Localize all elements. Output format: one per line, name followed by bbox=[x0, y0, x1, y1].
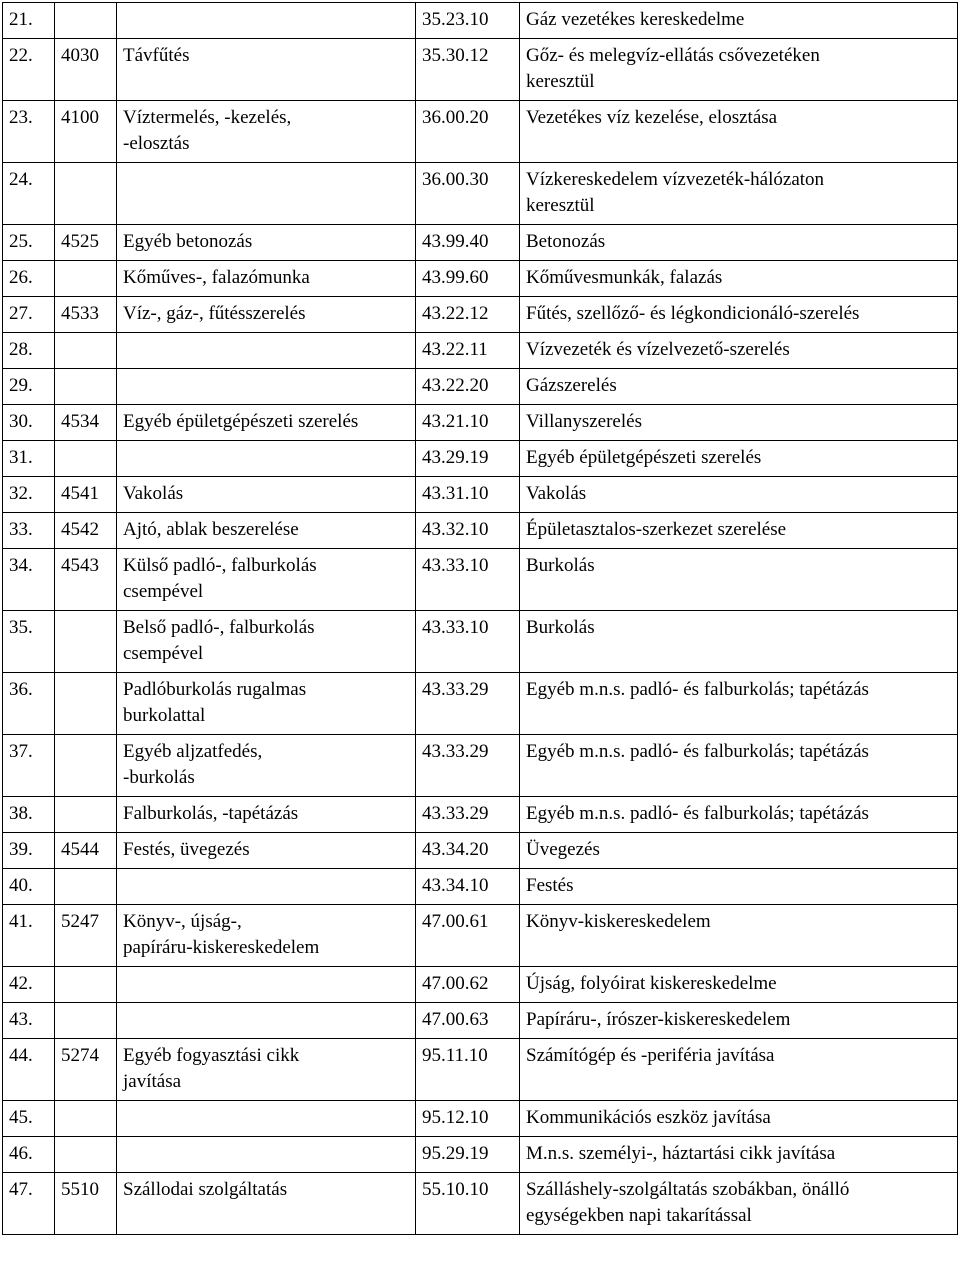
new-code-cell: 43.21.10 bbox=[416, 405, 520, 441]
new-code-cell: 43.32.10 bbox=[416, 513, 520, 549]
new-code-cell: 43.22.12 bbox=[416, 297, 520, 333]
new-description-cell: Újság, folyóirat kiskereskedelme bbox=[520, 967, 958, 1003]
old-description-cell: Könyv-, újság-, papíráru-kiskereskedelem bbox=[117, 905, 416, 967]
row-number-cell: 27. bbox=[3, 297, 55, 333]
old-description-cell: Festés, üvegezés bbox=[117, 833, 416, 869]
row-number-cell: 29. bbox=[3, 369, 55, 405]
new-code-cell: 95.11.10 bbox=[416, 1039, 520, 1101]
row-number-cell: 21. bbox=[3, 3, 55, 39]
old-code-cell bbox=[55, 611, 117, 673]
new-description-cell: Gáz vezetékes kereskedelme bbox=[520, 3, 958, 39]
row-number-cell: 30. bbox=[3, 405, 55, 441]
table-row bbox=[3, 905, 958, 967]
old-description-cell bbox=[117, 1101, 416, 1137]
new-description-cell: Kőművesmunkák, falazás bbox=[520, 261, 958, 297]
old-code-cell bbox=[55, 3, 117, 39]
old-code-cell bbox=[55, 869, 117, 905]
table-body bbox=[3, 3, 958, 1235]
old-code-cell: 4533 bbox=[55, 297, 117, 333]
table-row bbox=[3, 163, 958, 225]
new-code-cell: 47.00.61 bbox=[416, 905, 520, 967]
new-description-cell: M.n.s. személyi-, háztartási cikk javítása bbox=[520, 1137, 958, 1173]
row-number-cell: 42. bbox=[3, 967, 55, 1003]
new-code-cell: 43.31.10 bbox=[416, 477, 520, 513]
row-number-cell: 45. bbox=[3, 1101, 55, 1137]
old-description-cell bbox=[117, 3, 416, 39]
new-code-cell: 43.22.11 bbox=[416, 333, 520, 369]
new-description-cell: Burkolás bbox=[520, 611, 958, 673]
table-row bbox=[3, 967, 958, 1003]
table-row bbox=[3, 833, 958, 869]
row-number-cell: 28. bbox=[3, 333, 55, 369]
new-code-cell: 47.00.63 bbox=[416, 1003, 520, 1039]
row-number-cell: 39. bbox=[3, 833, 55, 869]
table-row bbox=[3, 1137, 958, 1173]
old-code-cell bbox=[55, 735, 117, 797]
old-description-cell: Távfűtés bbox=[117, 39, 416, 101]
old-description-cell bbox=[117, 163, 416, 225]
old-code-cell: 4030 bbox=[55, 39, 117, 101]
old-description-cell: Egyéb fogyasztási cikk javítása bbox=[117, 1039, 416, 1101]
new-description-cell: Egyéb m.n.s. padló- és falburkolás; tapétázás bbox=[520, 735, 958, 797]
row-number-cell: 32. bbox=[3, 477, 55, 513]
new-description-cell: Egyéb m.n.s. padló- és falburkolás; tapétázás bbox=[520, 673, 958, 735]
new-code-cell: 55.10.10 bbox=[416, 1173, 520, 1235]
table-row bbox=[3, 735, 958, 797]
old-code-cell: 5510 bbox=[55, 1173, 117, 1235]
old-description-cell: Egyéb betonozás bbox=[117, 225, 416, 261]
old-description-cell bbox=[117, 1137, 416, 1173]
old-description-cell: Külső padló-, falburkolás csempével bbox=[117, 549, 416, 611]
row-number-cell: 24. bbox=[3, 163, 55, 225]
table-row bbox=[3, 1039, 958, 1101]
row-number-cell: 25. bbox=[3, 225, 55, 261]
old-description-cell bbox=[117, 333, 416, 369]
new-description-cell: Egyéb épületgépészeti szerelés bbox=[520, 441, 958, 477]
table-row bbox=[3, 797, 958, 833]
row-number-cell: 34. bbox=[3, 549, 55, 611]
old-code-cell bbox=[55, 261, 117, 297]
row-number-cell: 46. bbox=[3, 1137, 55, 1173]
table-row bbox=[3, 513, 958, 549]
new-description-cell: Betonozás bbox=[520, 225, 958, 261]
table-row bbox=[3, 333, 958, 369]
row-number-cell: 23. bbox=[3, 101, 55, 163]
new-description-cell: Üvegezés bbox=[520, 833, 958, 869]
table-row bbox=[3, 441, 958, 477]
row-number-cell: 22. bbox=[3, 39, 55, 101]
old-code-cell bbox=[55, 967, 117, 1003]
old-code-cell: 4100 bbox=[55, 101, 117, 163]
old-code-cell bbox=[55, 163, 117, 225]
old-code-cell bbox=[55, 1101, 117, 1137]
activity-code-table bbox=[2, 2, 958, 1235]
new-description-cell: Épületasztalos-szerkezet szerelése bbox=[520, 513, 958, 549]
new-code-cell: 43.33.29 bbox=[416, 735, 520, 797]
old-code-cell: 4543 bbox=[55, 549, 117, 611]
table-row bbox=[3, 101, 958, 163]
old-description-cell: Padlóburkolás rugalmas burkolattal bbox=[117, 673, 416, 735]
new-description-cell: Könyv-kiskereskedelem bbox=[520, 905, 958, 967]
old-description-cell: Belső padló-, falburkolás csempével bbox=[117, 611, 416, 673]
new-description-cell: Papíráru-, írószer-kiskereskedelem bbox=[520, 1003, 958, 1039]
table-row bbox=[3, 673, 958, 735]
old-description-cell bbox=[117, 967, 416, 1003]
old-code-cell: 4525 bbox=[55, 225, 117, 261]
table-row bbox=[3, 369, 958, 405]
old-code-cell: 4542 bbox=[55, 513, 117, 549]
new-description-cell: Vezetékes víz kezelése, elosztása bbox=[520, 101, 958, 163]
new-description-cell: Villanyszerelés bbox=[520, 405, 958, 441]
new-code-cell: 43.99.40 bbox=[416, 225, 520, 261]
old-code-cell bbox=[55, 333, 117, 369]
new-description-cell: Festés bbox=[520, 869, 958, 905]
old-code-cell bbox=[55, 1003, 117, 1039]
old-description-cell bbox=[117, 1003, 416, 1039]
new-code-cell: 43.99.60 bbox=[416, 261, 520, 297]
table-row bbox=[3, 3, 958, 39]
new-code-cell: 43.29.19 bbox=[416, 441, 520, 477]
new-description-cell: Vízkereskedelem vízvezeték-hálózaton keresztül bbox=[520, 163, 958, 225]
new-description-cell: Fűtés, szellőző- és légkondicionáló-szerelés bbox=[520, 297, 958, 333]
new-code-cell: 95.29.19 bbox=[416, 1137, 520, 1173]
old-description-cell: Víz-, gáz-, fűtésszerelés bbox=[117, 297, 416, 333]
old-description-cell: Kőműves-, falazómunka bbox=[117, 261, 416, 297]
new-code-cell: 43.33.10 bbox=[416, 611, 520, 673]
new-description-cell: Burkolás bbox=[520, 549, 958, 611]
row-number-cell: 43. bbox=[3, 1003, 55, 1039]
new-description-cell: Gőz- és melegvíz-ellátás csővezetéken keresztül bbox=[520, 39, 958, 101]
old-code-cell bbox=[55, 797, 117, 833]
new-code-cell: 43.33.29 bbox=[416, 673, 520, 735]
old-code-cell: 5274 bbox=[55, 1039, 117, 1101]
table-row bbox=[3, 1003, 958, 1039]
old-code-cell bbox=[55, 673, 117, 735]
table-row bbox=[3, 405, 958, 441]
new-code-cell: 43.34.20 bbox=[416, 833, 520, 869]
row-number-cell: 44. bbox=[3, 1039, 55, 1101]
table-row bbox=[3, 1101, 958, 1137]
new-code-cell: 43.33.29 bbox=[416, 797, 520, 833]
row-number-cell: 33. bbox=[3, 513, 55, 549]
new-description-cell: Vízvezeték és vízelvezető-szerelés bbox=[520, 333, 958, 369]
old-code-cell bbox=[55, 369, 117, 405]
table-row bbox=[3, 39, 958, 101]
new-description-cell: Gázszerelés bbox=[520, 369, 958, 405]
old-code-cell: 4544 bbox=[55, 833, 117, 869]
old-code-cell bbox=[55, 441, 117, 477]
old-code-cell bbox=[55, 1137, 117, 1173]
new-description-cell: Vakolás bbox=[520, 477, 958, 513]
new-code-cell: 35.30.12 bbox=[416, 39, 520, 101]
table-row bbox=[3, 549, 958, 611]
new-code-cell: 35.23.10 bbox=[416, 3, 520, 39]
row-number-cell: 38. bbox=[3, 797, 55, 833]
new-description-cell: Kommunikációs eszköz javítása bbox=[520, 1101, 958, 1137]
table-row bbox=[3, 477, 958, 513]
table-row bbox=[3, 869, 958, 905]
old-description-cell: Vakolás bbox=[117, 477, 416, 513]
new-description-cell: Egyéb m.n.s. padló- és falburkolás; tapétázás bbox=[520, 797, 958, 833]
old-description-cell: Egyéb aljzatfedés, -burkolás bbox=[117, 735, 416, 797]
new-code-cell: 47.00.62 bbox=[416, 967, 520, 1003]
new-code-cell: 95.12.10 bbox=[416, 1101, 520, 1137]
table-row bbox=[3, 1173, 958, 1235]
old-description-cell bbox=[117, 441, 416, 477]
old-code-cell: 4534 bbox=[55, 405, 117, 441]
table-row bbox=[3, 261, 958, 297]
old-description-cell: Víztermelés, -kezelés, -elosztás bbox=[117, 101, 416, 163]
old-description-cell: Szállodai szolgáltatás bbox=[117, 1173, 416, 1235]
old-code-cell: 4541 bbox=[55, 477, 117, 513]
table-row bbox=[3, 225, 958, 261]
new-code-cell: 43.33.10 bbox=[416, 549, 520, 611]
old-code-cell: 5247 bbox=[55, 905, 117, 967]
row-number-cell: 47. bbox=[3, 1173, 55, 1235]
new-code-cell: 36.00.30 bbox=[416, 163, 520, 225]
row-number-cell: 36. bbox=[3, 673, 55, 735]
table-row bbox=[3, 297, 958, 333]
old-description-cell bbox=[117, 369, 416, 405]
row-number-cell: 40. bbox=[3, 869, 55, 905]
row-number-cell: 41. bbox=[3, 905, 55, 967]
row-number-cell: 35. bbox=[3, 611, 55, 673]
new-description-cell: Szálláshely-szolgáltatás szobákban, önálló egységekben napi takarítással bbox=[520, 1173, 958, 1235]
new-description-cell: Számítógép és -periféria javítása bbox=[520, 1039, 958, 1101]
old-description-cell: Ajtó, ablak beszerelése bbox=[117, 513, 416, 549]
old-description-cell: Egyéb épületgépészeti szerelés bbox=[117, 405, 416, 441]
new-code-cell: 36.00.20 bbox=[416, 101, 520, 163]
new-code-cell: 43.22.20 bbox=[416, 369, 520, 405]
old-description-cell bbox=[117, 869, 416, 905]
row-number-cell: 26. bbox=[3, 261, 55, 297]
table-row bbox=[3, 611, 958, 673]
old-description-cell: Falburkolás, -tapétázás bbox=[117, 797, 416, 833]
new-code-cell: 43.34.10 bbox=[416, 869, 520, 905]
row-number-cell: 37. bbox=[3, 735, 55, 797]
row-number-cell: 31. bbox=[3, 441, 55, 477]
